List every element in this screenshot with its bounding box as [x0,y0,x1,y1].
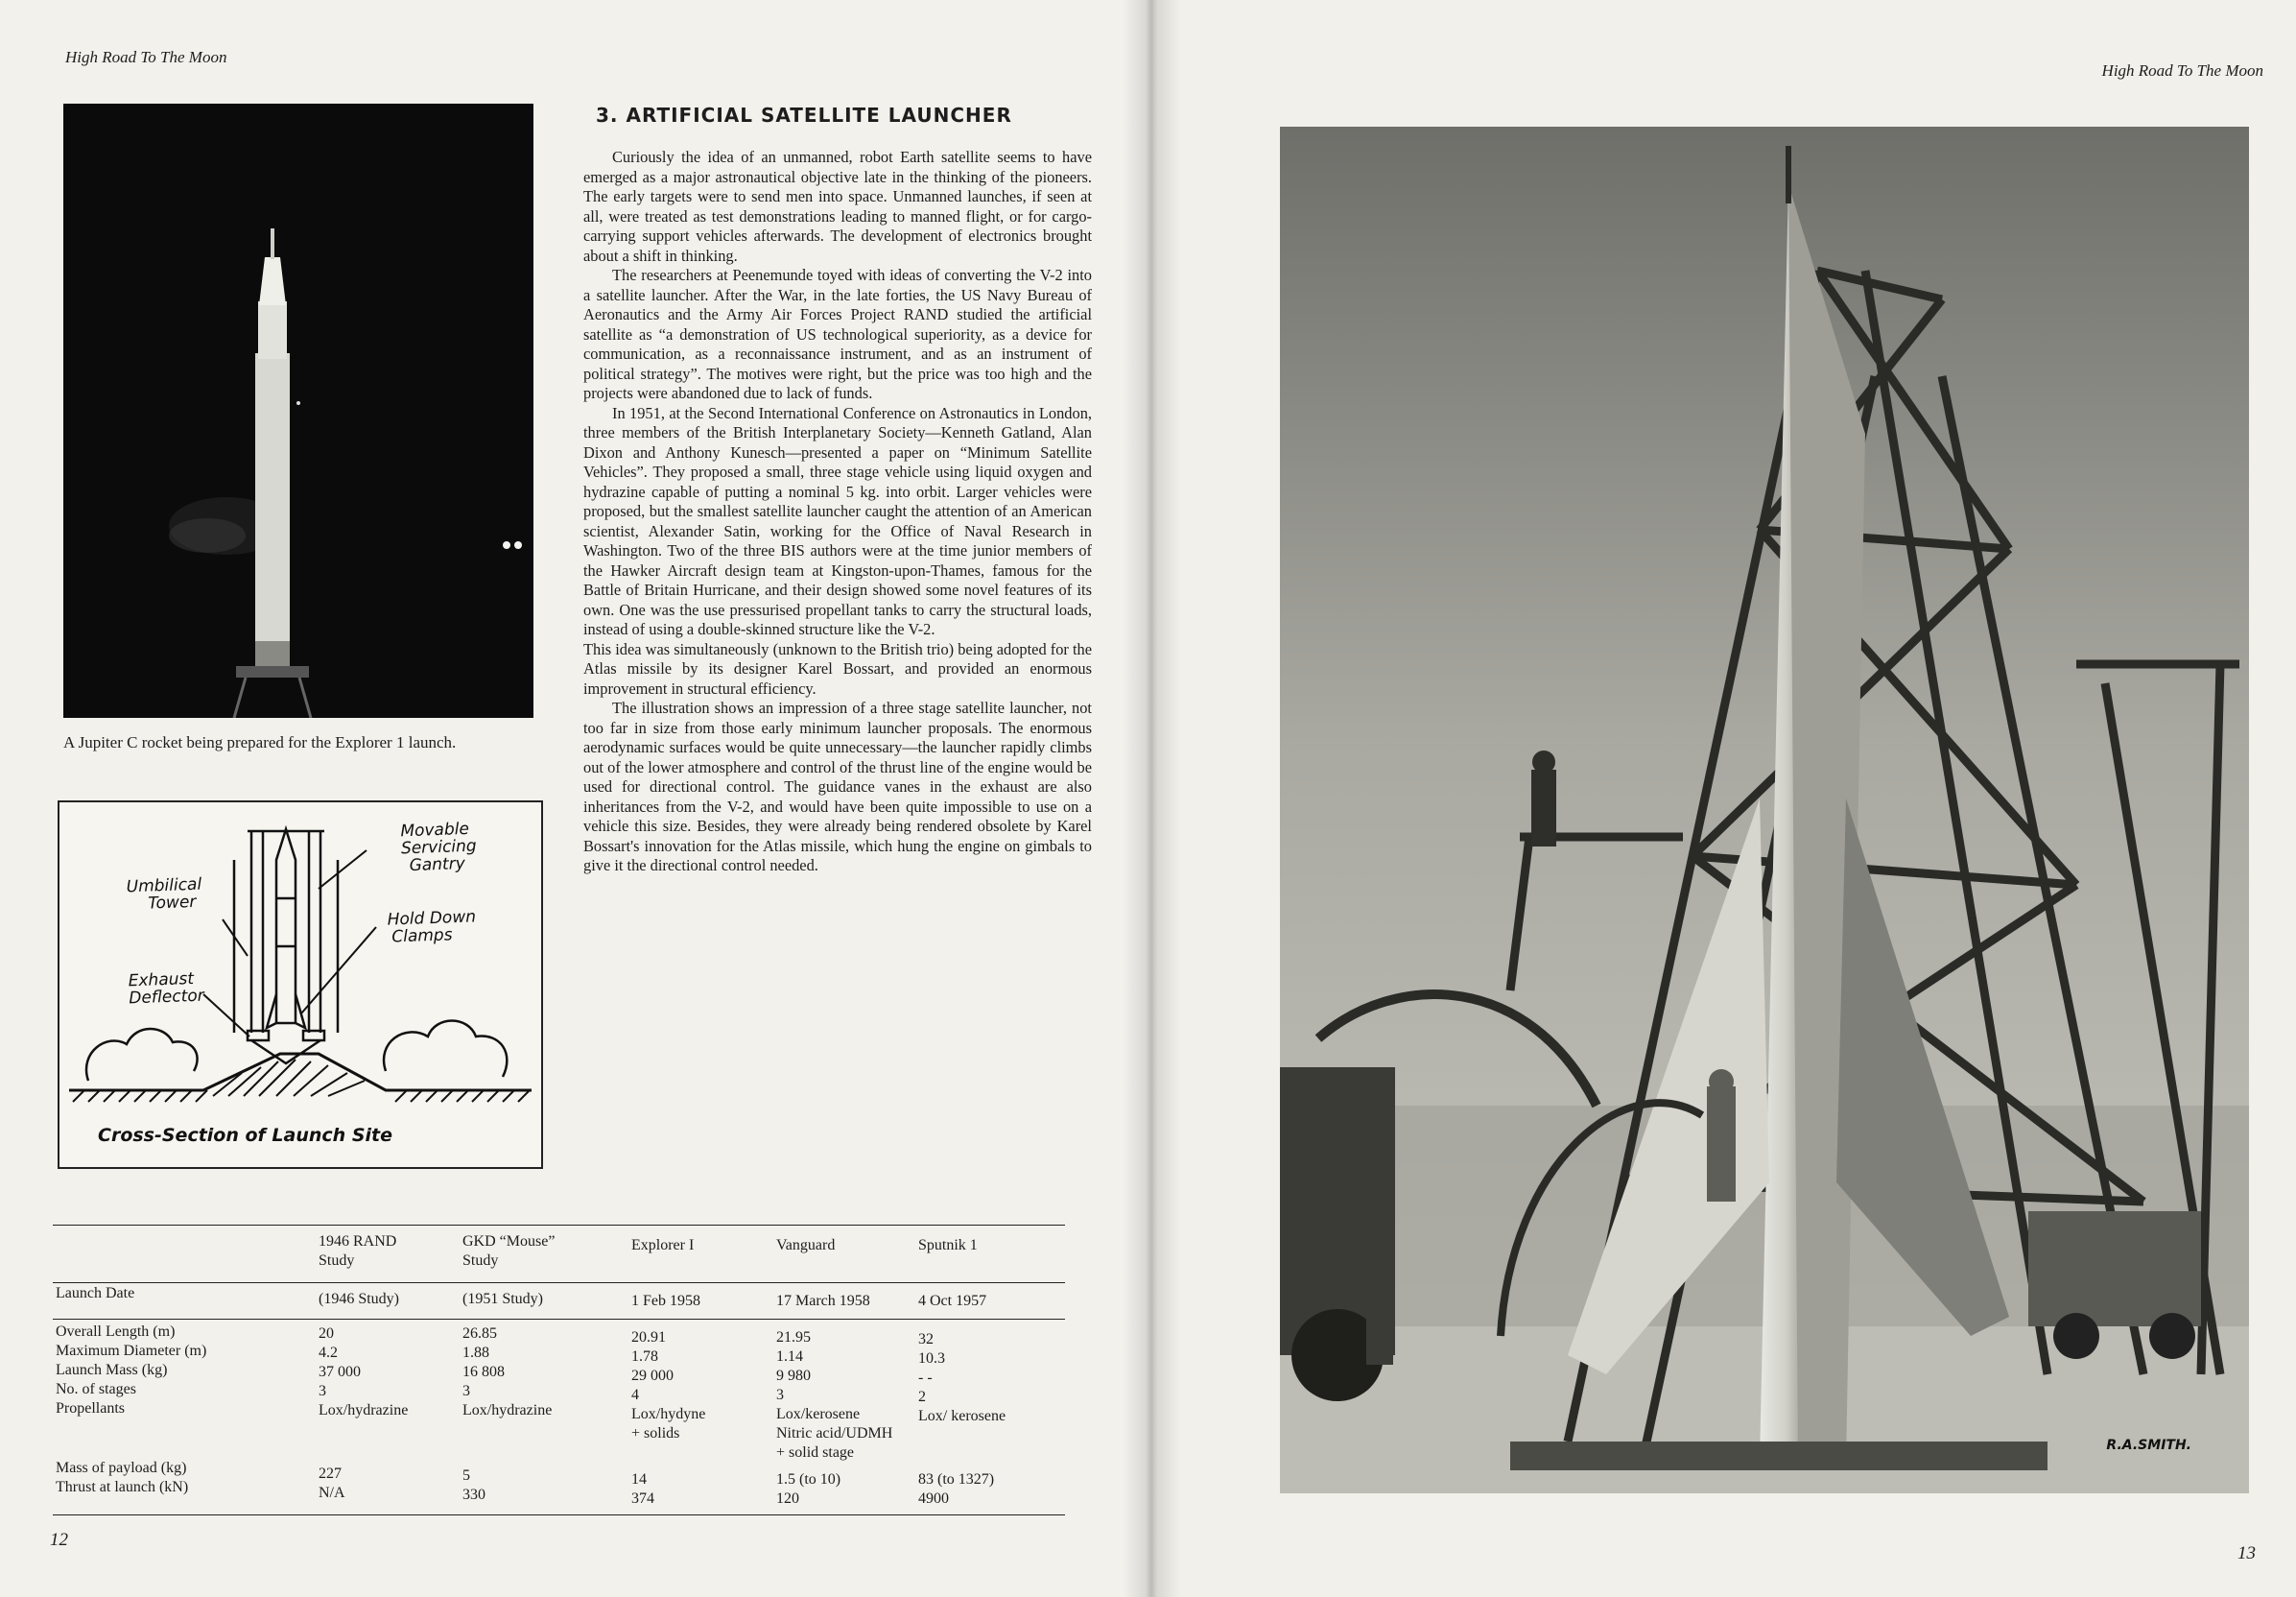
table-cell: 2 [918,1389,926,1405]
col-rand-line2: Study [319,1252,355,1269]
payload-thrust-explorer [631,1470,654,1509]
table-date-rule [53,1319,1065,1320]
table-cell: 32 [918,1331,934,1347]
payload-thrust-mouse [462,1466,485,1505]
table-cell: 374 [631,1490,654,1507]
table-cell: 120 [776,1490,799,1507]
label-umbilical: Umbilical [126,874,202,897]
row-label-diameter: Maximum Diameter (m) [56,1343,207,1359]
table-cell: + solid stage [776,1444,855,1461]
col-header-vanguard: Vanguard [776,1237,836,1253]
table-cell: 227 [319,1466,342,1482]
table-header-rule [53,1282,1065,1283]
table-bottom-rule [53,1514,1065,1515]
col-header-rand [319,1232,396,1271]
table-cell: 3 [319,1383,326,1399]
table-cell: 1.5 (to 10) [776,1471,841,1488]
table-top-rule [53,1225,1065,1226]
label-clamps: Clamps [391,925,453,947]
row-label-propellants: Propellants [56,1400,125,1417]
table-cell: 37 000 [319,1364,361,1380]
table-cell: 1.14 [776,1348,803,1365]
table-cell: 10.3 [918,1350,945,1367]
article-paragraph-4: This idea was simultaneously (unknown to the British trio) being adopted for the Atlas missile by its designer Karel Bossart, and provided an enormous improvement in structural efficiency. [583,639,1092,698]
payload-thrust-sputnik [918,1470,994,1509]
table-cell: 20.91 [631,1329,666,1346]
article [583,104,1092,876]
label-umbilical-tower [126,876,202,914]
table-cell: 5 [462,1467,470,1484]
label-exhaust: Exhaust [128,968,195,991]
right-page [1148,0,2296,1597]
table-cell: 3 [462,1383,470,1399]
table-cell: 20 [319,1325,334,1342]
row-label-thrust: Thrust at launch (kN) [56,1479,189,1495]
launch-date-sputnik: 4 Oct 1957 [918,1293,987,1309]
row-label-stages: No. of stages [56,1381,136,1397]
table-cell: 4900 [918,1490,949,1507]
table-cell: Lox/kerosene [776,1406,861,1422]
launch-date-explorer: 1 Feb 1958 [631,1293,700,1309]
table-cell: 21.95 [776,1329,811,1346]
table-cell: 14 [631,1471,647,1488]
running-head-left: High Road To The Moon [65,48,227,66]
row-label-mass: Launch Mass (kg) [56,1362,168,1378]
page-number-left: 12 [50,1530,68,1550]
table-cell: 4 [631,1387,639,1403]
label-hold-down: Hold Down [387,907,477,930]
article-paragraph-2: The researchers at Peenemunde toyed with ideas of converting the V-2 into a satellite launcher. After the War, in the late forties, the US Navy Bureau of Aeronautics and the Army Air Forces Project RAND studied the artificial satellite as “a demonstration of US technological superiority, as a device for communication, as a reconnaissance instrument, and as an instrument of political strategy”. The motives were right, but the price was too high and the projects were abandoned due to lack of funds. [583,266,1092,402]
col-mouse-line2: Study [462,1252,499,1269]
table-cell: N/A [319,1485,345,1501]
table-cell: 3 [776,1387,784,1403]
artist-signature: R.A.SMITH. [2106,1438,2191,1453]
row-labels [56,1323,206,1418]
sketch-title: Cross-Section of Launch Site [98,1125,392,1146]
running-head-right: High Road To The Moon [2101,61,2263,80]
launch-date-mouse: (1951 Study) [462,1291,543,1307]
table-cell: Lox/hydrazine [462,1402,553,1418]
row-label-length: Overall Length (m) [56,1323,176,1340]
table-cell: + solids [631,1425,680,1442]
table-cell: Lox/ kerosene [918,1408,1006,1424]
launch-date-vanguard: 17 March 1958 [776,1293,870,1309]
table-cell: Lox/hydyne [631,1406,706,1422]
table-cell: 9 980 [776,1368,811,1384]
launch-site-sketch [58,800,543,1169]
table-cell: 330 [462,1487,485,1503]
article-paragraph-5: The illustration shows an impression of a three stage satellite launcher, not too far in size from those early minimum launcher proposals. The enormous aerodynamic surfaces would be quite unnecessary—the launcher rapidly climbs out of the lower atmosphere and control of the thrust line of the engine would be used for directional control. The guidance vanes in the exhaust are also inheritances from the V-2, and would have been quite impossible to use on a vehicle this size. Besides, they were already being rendered obsolete by Karel Bossart's innovation for the Atlas missile, which hung the engine on gimbals to give it the directional control needed. [583,699,1092,874]
table-cell: 1.78 [631,1348,658,1365]
label-servicing: Servicing [400,836,477,859]
col-mouse-line1: GKD “Mouse” [462,1233,556,1250]
values-sputnik [918,1330,1006,1426]
table-cell: Lox/hydrazine [319,1402,409,1418]
label-movable: Movable [400,819,470,842]
values-vanguard [776,1328,892,1463]
table-cell: 1.88 [462,1345,489,1361]
table-cell: 83 (to 1327) [918,1471,995,1488]
launcher-painting [1280,127,2249,1493]
launcher-illustration [1280,127,2249,1493]
payload-thrust-vanguard [776,1470,840,1509]
table-cell: - - [918,1370,933,1386]
row-label-launch-date: Launch Date [56,1285,135,1301]
launch-date-rand: (1946 Study) [319,1291,399,1307]
row-label-payload: Mass of payload (kg) [56,1460,187,1476]
table-cell: 26.85 [462,1325,497,1342]
rocket-photo-graphic [63,104,533,718]
values-rand [319,1324,408,1420]
table-cell: Nitric acid/UDMH [776,1425,893,1442]
label-movable-gantry [400,821,478,875]
photo-caption: A Jupiter C rocket being prepared for the Explorer 1 launch. [63,733,457,751]
col-rand-line1: 1946 RAND [319,1233,397,1250]
article-paragraph-3: In 1951, at the Second International Conference on Astronautics in London, three members of the British Interplanetary Society—Kenneth Gatland, Alan Dixon and Anthony Kunesch—presented a paper on “Minimum Satellite Vehicles”. They proposed a small, three stage vehicle using liquid oxygen and hydrazine capable of putting a nominal 5 kg. into orbit. Larger vehicles were proposed, but the smallest satellite launcher caught the attention of an American scientist, Alexander Satin, working for the Office of Naval Research in Washington. Two of the three BIS authors were at the time junior members of the Hawker Aircraft design team at Kingston-upon-Thames, famous for the Battle of Britain Hurricane, and their design showed some novel features of its own. One was the use pressurised propellant tanks to carry the structural loads, instead of using a double-skinned structure like the V-2. [583,403,1092,638]
row-labels-payload-thrust [56,1459,188,1497]
label-gantry: Gantry [409,854,466,876]
book-gutter [1123,0,1180,1597]
label-exhaust-deflector [128,970,204,1008]
label-hold-down-clamps [387,908,476,945]
table-cell: 16 808 [462,1364,505,1380]
article-heading: 3. ARTIFICIAL SATELLITE LAUNCHER [596,104,1012,127]
label-deflector: Deflector [128,986,205,1009]
jupiter-c-photo [63,104,533,718]
table-cell: 4.2 [319,1345,338,1361]
article-paragraph-1: Curiously the idea of an unmanned, robot Earth satellite seems to have emerged as a major astronautical objective late in the thinking of the pioneers. The early targets were to send men into space. Unmanned launches, if seen at all, were treated as test demonstrations leading to manned flight, or for cargo-carrying support vehicles afterwards. The development of electronics brought about a shift in thinking. [583,148,1092,265]
col-header-explorer: Explorer I [631,1237,695,1253]
values-explorer [631,1328,705,1443]
label-tower: Tower [147,892,197,914]
payload-thrust-rand [319,1465,345,1503]
table-cell: 29 000 [631,1368,674,1384]
values-mouse [462,1324,552,1420]
page-number-right: 13 [2237,1543,2256,1563]
col-header-mouse [462,1232,555,1271]
col-header-sputnik: Sputnik 1 [918,1237,978,1253]
